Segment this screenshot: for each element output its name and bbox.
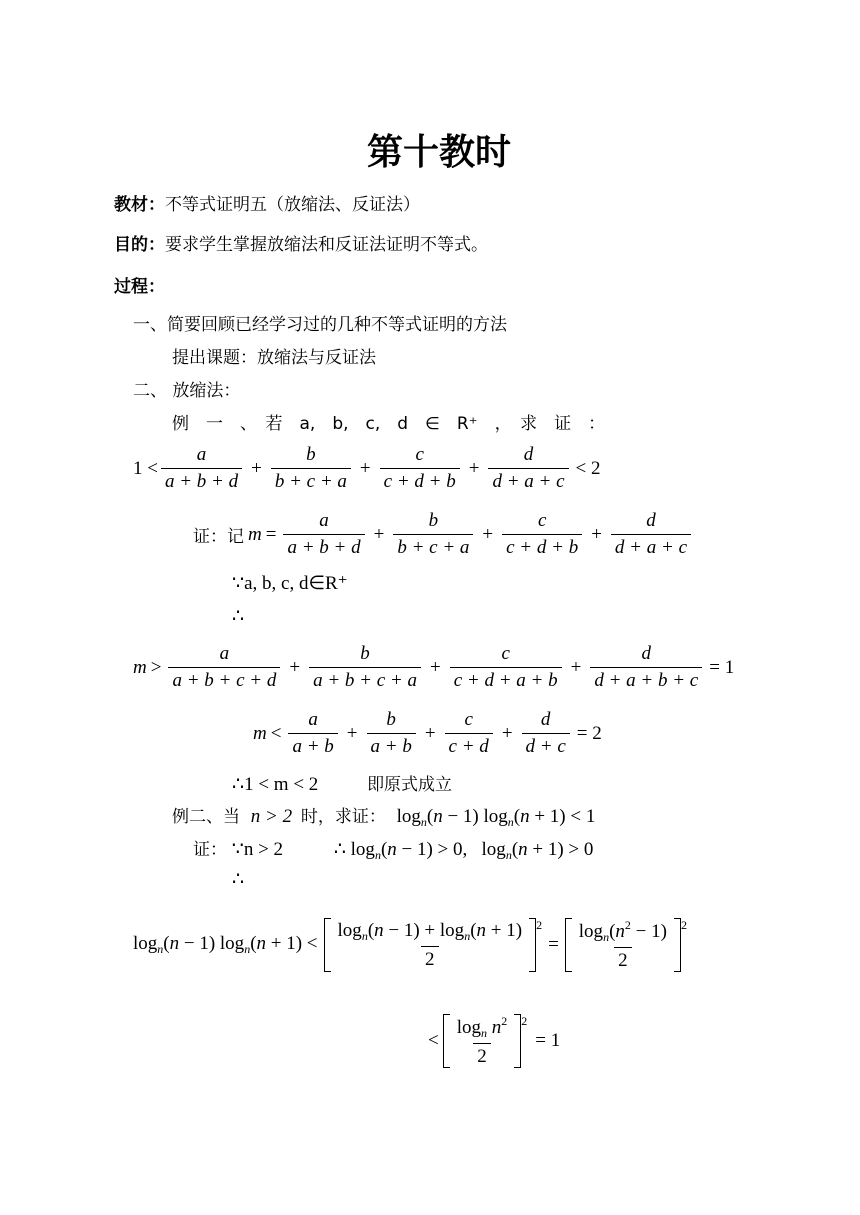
therefore-line-2: ∴: [232, 869, 245, 890]
therefore-line-1: ∴: [232, 606, 245, 627]
material-label: 教材：: [114, 195, 165, 215]
example-1-proof-def: 证：记 m = $\frac{a}{a + b + d}$ + $\frac{b}{b + c + a}$ + $\frac{c}{c + d + b}$ + $\frac{d}{d + a + c}$: [193, 510, 694, 559]
example-2-label: 例二、当: [172, 807, 240, 827]
conclusion-1: [232, 770, 452, 796]
conclusion-1-text: 即原式成立: [367, 775, 453, 795]
example-2-proof-line: 证： ∵n > 2 ∴ $\log_n(n - 1) > 0$, $\log_n(n + 1) > 0$: [193, 839, 594, 862]
example-2-intro: 例二、当 n > 2 时，求证： $\log_n(n - 1) \log_n(n + 1) < 1$: [172, 806, 596, 829]
example-2-proof-label: 证：: [193, 840, 227, 860]
because-line-1: ∵a, b, c, d∈R⁺: [232, 573, 348, 594]
material-line: [114, 190, 420, 215]
purpose-label: 目的：: [114, 235, 165, 255]
example-2-because: ∵n > 2: [231, 839, 284, 860]
upper-bound-inequality: m < $\frac{a}{a + b}$ + $\frac{b}{a + b}$ + $\frac{c}{c + d}$ + $\frac{d}{d + c}$ = 2: [253, 709, 602, 757]
purpose-text: 要求学生掌握放缩法和反证法证明不等式。: [165, 235, 488, 255]
section-1-subtitle: 提出课题：放缩法与反证法: [172, 348, 376, 368]
material-text: 不等式证明五（放缩法、反证法）: [165, 195, 420, 215]
example-1-statement: 1 < $\frac{a}{a + b + d}$ + $\frac{b}{b + c + a}$ + $\frac{c}{c + d + b}$ + $\frac{d}{d + a + c}$ < 2: [133, 444, 601, 492]
process-label: 过程：: [114, 277, 165, 297]
conclusion-1-math: ∴1 < m < 2: [232, 774, 319, 795]
page-title: 第十教时: [367, 132, 512, 173]
proof-label: 证：记: [193, 527, 244, 547]
purpose-line: [114, 230, 488, 255]
section-1-heading: 一、简要回顾已经学习过的几种不等式证明的方法: [133, 315, 507, 335]
example-1-intro: 例 一 、 若 a, b, c, d ∈ R⁺ ， 求 证 ：: [172, 414, 606, 434]
log-product-inequality: $\log_n(n - 1) \log_n(n + 1)$ < $\frac{\log_n(n - 1) + \log_n(n + 1)}{2}$ 2 = $\frac{\log_n(n^2 - 1)}{2}$ 2: [133, 918, 687, 971]
example-2-mid: 时，求证：: [300, 807, 386, 827]
example-2-condition: n > 2: [250, 806, 293, 827]
example-2-therefore: ∴ log: [333, 839, 375, 860]
lower-bound-inequality: m > $\frac{a}{a + b + c + d}$ + $\frac{b}{a + b + c + a}$ + $\frac{c}{c + d + a + b}$ + $\frac{d}{d + a + b + c}$ = 1: [133, 643, 735, 691]
final-bound: < $\frac{\log_n n^2}{2}$ 2 = 1: [428, 1014, 561, 1067]
section-2-heading: 二、 放缩法：: [133, 381, 241, 401]
